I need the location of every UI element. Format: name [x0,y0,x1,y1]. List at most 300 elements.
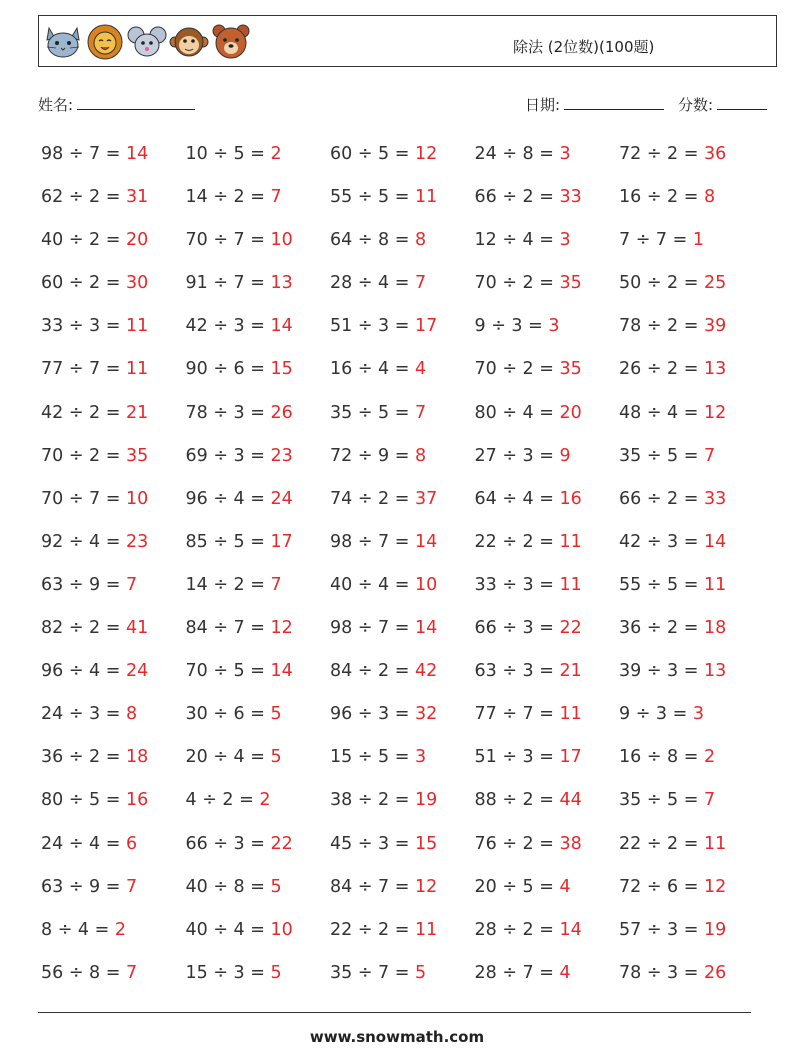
problem-item [475,521,620,564]
problem-question: 10 ÷ 5 = [185,144,271,164]
problem-question: 30 ÷ 6 = [185,704,271,725]
problem-answer: 39 [703,316,727,337]
problem-answer: 10 [270,919,293,940]
problem-item [330,823,475,866]
problem-answer: 21 [125,402,149,423]
date-blank[interactable] [564,95,664,110]
problem-item [475,176,620,219]
problem-answer: 35 [559,359,582,380]
problem-answer: 15 [414,833,438,854]
problem-item [41,866,186,909]
problem-question: 70 ÷ 2 = [474,273,560,294]
problem-question: 24 ÷ 4 = [41,833,126,854]
problem-question: 38 ÷ 2 = [330,790,415,811]
problem-question: 28 ÷ 2 = [474,919,560,940]
problem-answer: 7 [270,574,282,595]
problem-answer: 37 [414,488,438,509]
problem-answer: 11 [559,531,582,552]
problem-item [330,866,475,909]
problem-item [330,909,475,952]
problem-question: 40 ÷ 4 = [185,919,271,940]
problem-item [186,693,331,736]
problem-item [41,952,186,995]
problem-question: 28 ÷ 4 = [330,273,415,294]
problem-answer: 12 [703,402,727,423]
problem-item [41,219,186,262]
problem-item [330,521,475,564]
problem-grid [41,133,764,995]
score-label: 分数: [678,96,714,114]
name-field [38,94,195,115]
problem-answer: 12 [270,618,293,639]
problem-answer: 7 [414,273,427,294]
problem-question: 84 ÷ 2 = [330,661,415,682]
problem-question: 63 ÷ 9 = [41,876,126,897]
problem-answer: 6 [125,833,138,854]
problem-item [619,564,764,607]
score-field [678,94,767,115]
problem-question: 72 ÷ 2 = [619,144,704,164]
problem-answer: 2 [259,790,271,811]
problem-question: 40 ÷ 2 = [41,230,126,251]
date-label: 日期: [525,96,561,114]
problem-question: 22 ÷ 2 = [474,531,560,552]
problem-question: 66 ÷ 2 = [619,488,704,509]
problem-question: 42 ÷ 3 = [619,531,704,552]
problem-question: 98 ÷ 7 = [330,531,415,552]
problem-answer: 17 [559,747,582,768]
problem-question: 4 ÷ 2 = [185,790,260,811]
problem-item [619,650,764,693]
problem-item [41,736,186,779]
problem-item [330,564,475,607]
problem-question: 9 ÷ 3 = [474,316,549,337]
problem-question: 98 ÷ 7 = [41,144,126,164]
problem-question: 66 ÷ 3 = [185,833,271,854]
problem-item [619,607,764,650]
mouse-icon [127,22,167,62]
problem-item [619,866,764,909]
problem-item [186,262,331,305]
problem-question: 35 ÷ 5 = [619,445,704,466]
problem-question: 12 ÷ 4 = [474,230,560,251]
problem-answer: 14 [414,531,438,552]
problem-item [330,779,475,822]
problem-item [475,478,620,521]
problem-question: 57 ÷ 3 = [619,919,704,940]
problem-item [619,176,764,219]
problem-item [41,650,186,693]
problem-item [330,392,475,435]
problem-item [41,262,186,305]
problem-question: 78 ÷ 3 = [619,962,704,983]
problem-item [475,952,620,995]
header-box [38,15,777,67]
problem-item [475,823,620,866]
problem-question: 40 ÷ 8 = [185,876,271,897]
problem-item [475,435,620,478]
problem-answer: 22 [270,833,293,854]
problem-item [41,348,186,391]
problem-item [186,392,331,435]
problem-item [41,176,186,219]
problem-item [619,823,764,866]
problem-question: 88 ÷ 2 = [474,790,560,811]
problem-question: 16 ÷ 2 = [619,187,704,208]
problem-item [186,736,331,779]
problem-answer: 12 [703,876,727,897]
problem-item [330,133,475,176]
problem-item [330,219,475,262]
problem-item [330,650,475,693]
problem-item [186,823,331,866]
problem-answer: 7 [270,187,282,208]
problem-answer: 42 [414,661,438,682]
problem-item [41,779,186,822]
problem-item [330,305,475,348]
problem-question: 33 ÷ 3 = [41,316,126,337]
problem-item [186,952,331,995]
problem-item [475,779,620,822]
problem-answer: 20 [559,402,582,423]
problem-item [186,521,331,564]
problem-answer: 21 [559,661,582,682]
problem-answer: 35 [125,445,149,466]
problem-answer: 11 [414,919,438,940]
problem-question: 60 ÷ 5 = [330,144,415,164]
problem-question: 45 ÷ 3 = [330,833,415,854]
problem-answer: 24 [125,661,149,682]
problem-question: 35 ÷ 5 = [619,790,704,811]
name-blank[interactable] [77,95,195,110]
problem-question: 50 ÷ 2 = [619,273,704,294]
problem-answer: 12 [414,876,438,897]
problem-question: 14 ÷ 2 = [185,574,271,595]
problem-answer: 18 [703,618,727,639]
problem-answer: 3 [692,704,704,725]
problem-item [186,435,331,478]
problem-item [186,305,331,348]
problem-question: 55 ÷ 5 = [619,574,704,595]
problem-item [330,176,475,219]
problem-item [475,909,620,952]
problem-item [41,693,186,736]
problem-item [619,952,764,995]
problem-answer: 19 [414,790,438,811]
score-blank[interactable] [717,95,767,110]
problem-item [475,262,620,305]
problem-question: 70 ÷ 7 = [185,230,271,251]
problem-answer: 5 [270,704,282,725]
problem-question: 62 ÷ 2 = [41,187,126,208]
problem-answer: 2 [114,919,126,940]
problem-answer: 31 [125,187,149,208]
problem-item [186,866,331,909]
problem-item [186,133,331,176]
problem-question: 16 ÷ 8 = [619,747,704,768]
problem-item [186,478,331,521]
problem-question: 84 ÷ 7 = [330,876,415,897]
problem-answer: 22 [559,618,582,639]
problem-item [186,219,331,262]
problem-question: 80 ÷ 5 = [41,790,126,811]
problem-item [186,607,331,650]
problem-answer: 38 [559,833,582,854]
problem-question: 28 ÷ 7 = [474,962,560,983]
problem-question: 9 ÷ 3 = [619,704,693,725]
footer-divider [38,1012,751,1013]
problem-question: 24 ÷ 3 = [41,704,126,725]
problem-answer: 33 [703,488,727,509]
problem-answer: 11 [125,316,149,337]
problem-answer: 4 [559,962,571,983]
problem-question: 72 ÷ 6 = [619,876,704,897]
footer-url[interactable]: www.snowmath.com [309,1028,485,1046]
problem-answer: 8 [125,704,138,725]
problem-answer: 8 [414,445,427,466]
problem-question: 80 ÷ 4 = [474,402,560,423]
problem-answer: 7 [125,876,138,897]
problem-item [41,607,186,650]
problem-answer: 13 [270,273,293,294]
problem-question: 78 ÷ 2 = [619,316,704,337]
problem-item [475,348,620,391]
problem-answer: 8 [414,230,427,251]
problem-item [330,693,475,736]
problem-question: 76 ÷ 2 = [474,833,560,854]
problem-question: 78 ÷ 3 = [185,402,271,423]
problem-question: 51 ÷ 3 = [474,747,560,768]
problem-question: 77 ÷ 7 = [41,359,126,380]
problem-answer: 12 [414,144,438,164]
problem-question: 27 ÷ 3 = [474,445,560,466]
problem-answer: 4 [559,876,571,897]
problem-question: 35 ÷ 7 = [330,962,415,983]
problem-question: 7 ÷ 7 = [619,230,693,251]
lion-icon [85,22,125,62]
problem-item [330,607,475,650]
problem-question: 69 ÷ 3 = [185,445,271,466]
problem-question: 74 ÷ 2 = [330,488,415,509]
problem-answer: 11 [559,704,582,725]
problem-question: 70 ÷ 2 = [474,359,560,380]
problem-answer: 8 [703,187,716,208]
problem-question: 85 ÷ 5 = [185,531,271,552]
problem-item [330,736,475,779]
problem-answer: 14 [125,144,149,164]
problem-answer: 7 [703,445,716,466]
problem-item [186,348,331,391]
problem-item [475,564,620,607]
cat-icon [43,22,83,62]
problem-answer: 26 [703,962,727,983]
problem-question: 91 ÷ 7 = [185,273,271,294]
problem-answer: 13 [703,359,727,380]
problem-question: 42 ÷ 3 = [185,316,271,337]
problem-question: 39 ÷ 3 = [619,661,704,682]
problem-item [41,823,186,866]
problem-question: 40 ÷ 4 = [330,574,415,595]
problem-question: 35 ÷ 5 = [330,402,415,423]
problem-answer: 18 [125,747,149,768]
problem-item [619,305,764,348]
problem-item [475,866,620,909]
problem-item [475,133,620,176]
problem-question: 90 ÷ 6 = [185,359,271,380]
problem-question: 64 ÷ 8 = [330,230,415,251]
problem-question: 77 ÷ 7 = [474,704,560,725]
problem-item [330,348,475,391]
problem-question: 70 ÷ 7 = [41,488,126,509]
problem-item [475,650,620,693]
problem-item [619,133,764,176]
problem-item [619,392,764,435]
problem-answer: 3 [548,316,560,337]
problem-answer: 14 [559,919,582,940]
problem-question: 51 ÷ 3 = [330,316,415,337]
problem-question: 55 ÷ 5 = [330,187,415,208]
problem-item [186,650,331,693]
problem-answer: 14 [270,316,293,337]
problem-answer: 10 [414,574,438,595]
problem-question: 64 ÷ 4 = [474,488,560,509]
problem-item [186,909,331,952]
problem-item [41,305,186,348]
problem-answer: 10 [270,230,293,251]
problem-item [330,478,475,521]
problem-answer: 3 [559,230,571,251]
problem-answer: 20 [125,230,149,251]
problem-answer: 14 [703,531,727,552]
problem-item [330,435,475,478]
problem-answer: 33 [559,187,582,208]
problem-item [619,219,764,262]
bear-icon [211,22,251,62]
problem-item [41,521,186,564]
problem-item [41,133,186,176]
problem-item [41,909,186,952]
problem-answer: 16 [125,790,149,811]
problem-answer: 30 [125,273,149,294]
problem-item [619,521,764,564]
problem-question: 66 ÷ 2 = [474,187,560,208]
problem-answer: 14 [270,661,293,682]
problem-question: 72 ÷ 9 = [330,445,415,466]
problem-answer: 11 [703,833,727,854]
problem-answer: 23 [270,445,293,466]
problem-item [330,262,475,305]
problem-answer: 7 [125,574,138,595]
problem-question: 36 ÷ 2 = [619,618,704,639]
problem-question: 42 ÷ 2 = [41,402,126,423]
problem-answer: 16 [559,488,582,509]
problem-question: 8 ÷ 4 = [41,919,115,940]
problem-answer: 11 [414,187,438,208]
problem-answer: 17 [270,531,293,552]
problem-answer: 2 [703,747,716,768]
problem-item [186,779,331,822]
problem-question: 15 ÷ 5 = [330,747,415,768]
problem-answer: 1 [692,230,704,251]
monkey-icon [169,22,209,62]
problem-answer: 2 [270,144,282,164]
problem-item [619,909,764,952]
problem-question: 24 ÷ 8 = [474,144,560,164]
problem-question: 82 ÷ 2 = [41,618,126,639]
problem-question: 16 ÷ 4 = [330,359,415,380]
problem-item [475,607,620,650]
problem-answer: 17 [414,316,438,337]
problem-answer: 7 [125,962,138,983]
problem-question: 22 ÷ 2 = [619,833,704,854]
problem-question: 33 ÷ 3 = [474,574,560,595]
problem-question: 36 ÷ 2 = [41,747,126,768]
problem-question: 70 ÷ 2 = [41,445,126,466]
problem-answer: 5 [414,962,427,983]
problem-question: 96 ÷ 4 = [185,488,271,509]
problem-answer: 11 [125,359,149,380]
problem-item [186,564,331,607]
problem-question: 26 ÷ 2 = [619,359,704,380]
problem-answer: 36 [703,144,727,164]
problem-answer: 35 [559,273,582,294]
problem-answer: 7 [703,790,716,811]
problem-question: 48 ÷ 4 = [619,402,704,423]
problem-answer: 32 [414,704,438,725]
problem-question: 22 ÷ 2 = [330,919,415,940]
problem-answer: 5 [270,747,282,768]
problem-answer: 5 [270,876,282,897]
problem-item [41,435,186,478]
problem-item [41,392,186,435]
problem-answer: 7 [414,402,427,423]
problem-item [619,262,764,305]
problem-question: 20 ÷ 5 = [474,876,560,897]
problem-question: 14 ÷ 2 = [185,187,271,208]
problem-question: 66 ÷ 3 = [474,618,560,639]
problem-question: 92 ÷ 4 = [41,531,126,552]
problem-question: 63 ÷ 3 = [474,661,560,682]
problem-answer: 13 [703,661,727,682]
problem-answer: 41 [125,618,149,639]
problem-item [619,478,764,521]
problem-answer: 10 [125,488,149,509]
problem-question: 60 ÷ 2 = [41,273,126,294]
problem-answer: 4 [414,359,427,380]
problem-item [475,693,620,736]
problem-item [41,564,186,607]
problem-item [619,435,764,478]
date-field [525,94,664,115]
name-label: 姓名: [38,96,74,114]
problem-answer: 3 [414,747,427,768]
problem-item [475,219,620,262]
problem-answer: 44 [559,790,582,811]
problem-answer: 14 [414,618,438,639]
problem-item [475,305,620,348]
animal-icons [43,22,251,62]
problem-question: 96 ÷ 3 = [330,704,415,725]
problem-answer: 25 [703,273,727,294]
problem-item [330,952,475,995]
problem-question: 70 ÷ 5 = [185,661,271,682]
problem-question: 84 ÷ 7 = [185,618,271,639]
problem-answer: 15 [270,359,293,380]
problem-item [186,176,331,219]
problem-item [619,348,764,391]
problem-answer: 23 [125,531,149,552]
problem-item [619,779,764,822]
